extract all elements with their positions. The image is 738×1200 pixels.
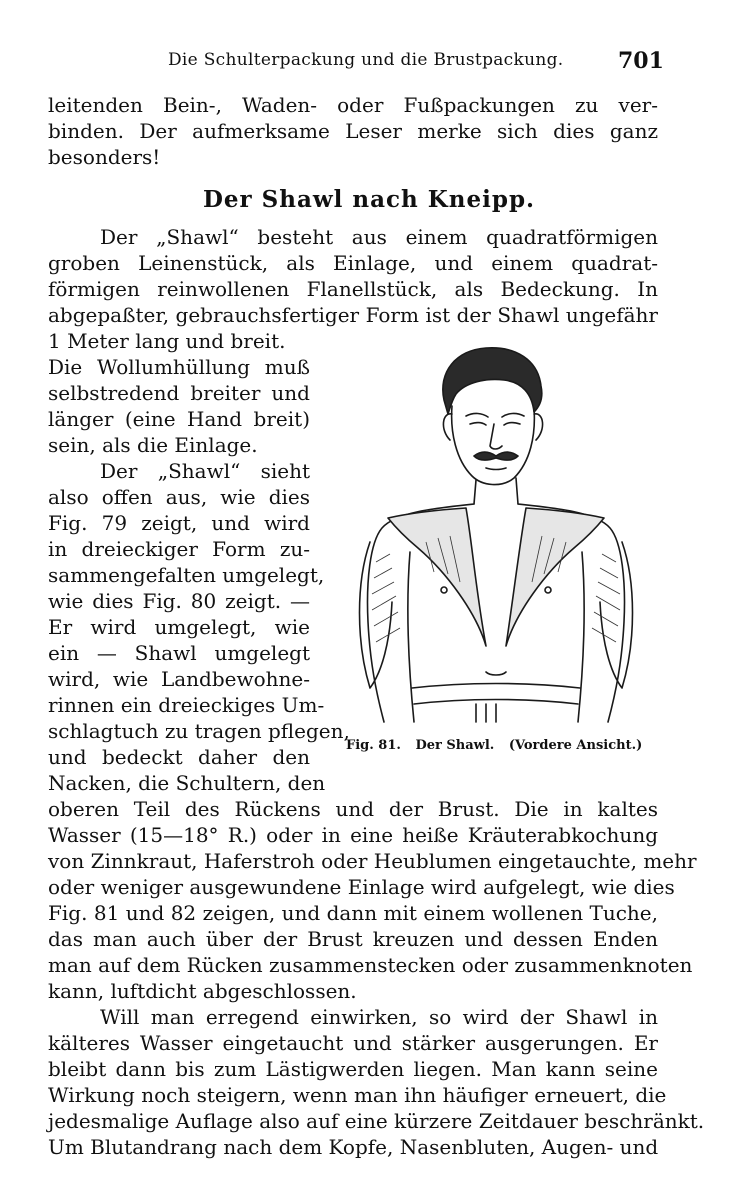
- text-line: kälteres Wasser eingetaucht und stärker ausgerungen. Er: [48, 1031, 658, 1055]
- text-line: von Zinnkraut, Haferstroh oder Heublumen eingetauchte, mehr: [48, 849, 697, 873]
- text-line: selbstredend breiter und: [48, 381, 310, 405]
- text-line: Wirkung noch steigern, wenn man ihn häufiger erneuert, die: [48, 1083, 667, 1107]
- text-line: Nacken, die Schultern, den: [48, 771, 326, 795]
- text-line: besonders!: [48, 145, 161, 169]
- text-line: sein, als die Einlage.: [48, 433, 258, 457]
- text-line: also offen aus, wie dies: [48, 485, 310, 509]
- running-head: [0, 46, 738, 76]
- caption-number: Fig. 81.: [346, 738, 401, 753]
- text-line: man auf dem Rücken zusammenstecken oder zusammenknoten: [48, 953, 693, 977]
- text-line: Fig. 79 zeigt, und wird: [48, 511, 310, 535]
- text-line: Um Blutandrang nach dem Kopfe, Nasenbluten, Augen- und: [48, 1135, 659, 1159]
- text-line: Fig. 81 und 82 zeigen, und dann mit einem wollenen Tuche,: [48, 901, 658, 925]
- text-line: länger (eine Hand breit): [48, 407, 310, 431]
- text-line: leitenden Bein-, Waden- oder Fußpackungen zu ver-: [48, 93, 658, 117]
- text-line: abgepaßter, gebrauchsfertiger Form ist der Shawl ungefähr: [48, 303, 658, 327]
- text-line: rinnen ein dreieckiges Um-: [48, 693, 325, 717]
- running-title: Die Schulterpackung und die Brustpackung.: [168, 50, 564, 70]
- page-number: 701: [618, 48, 664, 74]
- text-line: wie dies Fig. 80 zeigt. —: [48, 589, 310, 613]
- text-line: Er wird umgelegt, wie: [48, 615, 310, 639]
- text-line: ein — Shawl umgelegt: [48, 641, 310, 665]
- text-line: Die Wollumhüllung muß: [48, 355, 310, 379]
- text-line: Wasser (15—18° R.) oder in eine heiße Kräuterabkochung: [48, 823, 658, 847]
- figure-caption: [346, 738, 656, 753]
- text-line: oder weniger ausgewundene Einlage wird aufgelegt, wie dies: [48, 875, 675, 899]
- shawl-illustration: [326, 342, 666, 747]
- caption-title: Der Shawl.: [415, 738, 495, 753]
- text-line: in dreieckiger Form zu-: [48, 537, 310, 561]
- text-line: binden. Der aufmerksame Leser merke sich dies ganz: [48, 119, 658, 143]
- text-line: groben Leinenstück, als Einlage, und einem quadrat-: [48, 251, 658, 275]
- text-line: wird, wie Landbewohne-: [48, 667, 310, 691]
- text-line: bleibt dann bis zum Lästigwerden liegen. Man kann seine: [48, 1057, 658, 1081]
- text-line: Der „Shawl“ besteht aus einem quadratförmigen: [100, 225, 658, 249]
- text-line: förmigen reinwollenen Flanellstück, als Bedeckung. In: [48, 277, 658, 301]
- text-line: oberen Teil des Rückens und der Brust. Die in kaltes: [48, 797, 658, 821]
- caption-view: (Vordere Ansicht.): [508, 738, 643, 753]
- section-heading: Der Shawl nach Kneipp.: [202, 186, 536, 213]
- text-line: Der „Shawl“ sieht: [100, 459, 310, 483]
- text-line: kann, luftdicht abgeschlossen.: [48, 979, 357, 1003]
- text-line: jedesmalige Auflage also auf eine kürzere Zeitdauer beschränkt.: [48, 1109, 705, 1133]
- text-line: Will man erregend einwirken, so wird der Shawl in: [100, 1005, 658, 1029]
- text-line: sammengefalten umgelegt,: [48, 563, 325, 587]
- text-line: und bedeckt daher den: [48, 745, 310, 769]
- text-line: das man auch über der Brust kreuzen und dessen Enden: [48, 927, 658, 951]
- text-line: 1 Meter lang und breit.: [48, 329, 286, 353]
- man-with-shawl-drawing: [326, 342, 666, 737]
- text-line: schlagtuch zu tragen pflegen,: [48, 719, 350, 743]
